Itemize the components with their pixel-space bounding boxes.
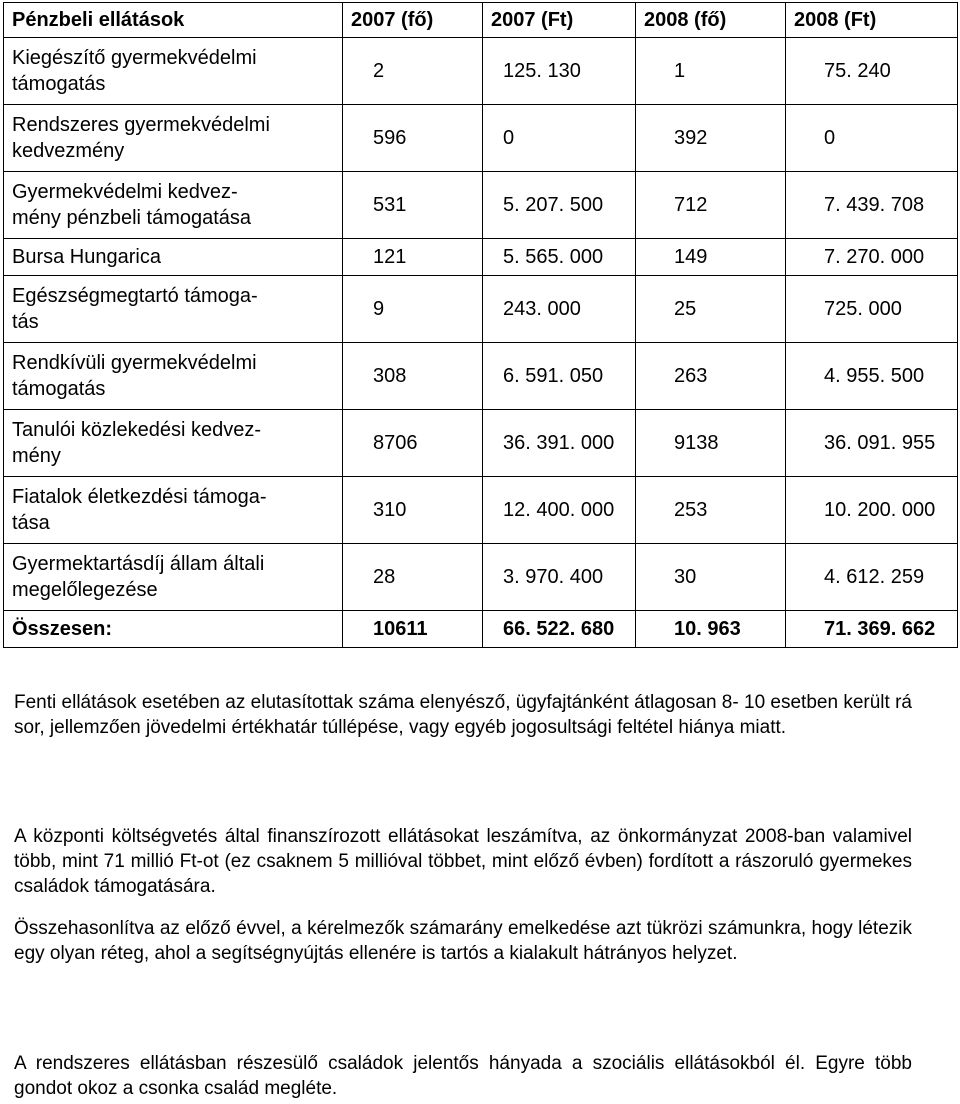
row-value: 36. 091. 955 xyxy=(786,410,958,477)
row-value: 310 xyxy=(343,477,483,544)
table-header-row xyxy=(4,3,958,38)
benefits-table xyxy=(3,2,958,648)
row-value: 2 xyxy=(343,38,483,105)
row-value: 253 xyxy=(636,477,786,544)
row-value: 25 xyxy=(636,276,786,343)
table-row xyxy=(4,477,958,544)
total-value: 10. 963 xyxy=(636,611,786,648)
total-value: 71. 369. 662 xyxy=(786,611,958,648)
row-value: 7. 270. 000 xyxy=(786,239,958,276)
table-row xyxy=(4,105,958,172)
table-row xyxy=(4,343,958,410)
paragraph-regular-benefits: A rendszeres ellátásban részesülő családok jelentős hányada a szociális ellátásokból él. Egyre több gondot okoz a csonka család megléte. xyxy=(14,1053,912,1099)
paragraph-comparison: Összehasonlítva az előző évvel, a kérelmezők számarány emelkedése azt tükrözi számunkra, hogy létezik egy olyan réteg, ahol a segítségnyújtás ellenére is tartós a kialakult hátrányos helyzet. xyxy=(14,918,912,964)
row-value: 121 xyxy=(343,239,483,276)
column-header: 2007 (Ft) xyxy=(483,3,636,38)
column-header: 2008 (fő) xyxy=(636,3,786,38)
row-label: Kiegészítő gyermekvédelmi támogatás xyxy=(4,38,343,105)
row-value: 6. 591. 050 xyxy=(483,343,636,410)
row-value: 75. 240 xyxy=(786,38,958,105)
row-value: 4. 612. 259 xyxy=(786,544,958,611)
total-value: 10611 xyxy=(343,611,483,648)
row-value: 10. 200. 000 xyxy=(786,477,958,544)
row-value: 3. 970. 400 xyxy=(483,544,636,611)
row-label: Bursa Hungarica xyxy=(4,239,343,276)
row-value: 9 xyxy=(343,276,483,343)
total-value: 66. 522. 680 xyxy=(483,611,636,648)
row-label: Egészségmegtartó támoga- tás xyxy=(4,276,343,343)
row-label: Rendkívüli gyermekvédelmi támogatás xyxy=(4,343,343,410)
row-value: 30 xyxy=(636,544,786,611)
row-value: 8706 xyxy=(343,410,483,477)
row-value: 0 xyxy=(483,105,636,172)
row-value: 712 xyxy=(636,172,786,239)
row-label: Gyermektartásdíj állam általi megelőlegezése xyxy=(4,544,343,611)
row-value: 0 xyxy=(786,105,958,172)
row-label: Tanulói közlekedési kedvez- mény xyxy=(4,410,343,477)
row-value: 725. 000 xyxy=(786,276,958,343)
row-value: 4. 955. 500 xyxy=(786,343,958,410)
row-value: 392 xyxy=(636,105,786,172)
row-value: 263 xyxy=(636,343,786,410)
table-total-row xyxy=(4,611,958,648)
row-value: 5. 565. 000 xyxy=(483,239,636,276)
row-value: 12. 400. 000 xyxy=(483,477,636,544)
row-label: Rendszeres gyermekvédelmi kedvezmény xyxy=(4,105,343,172)
row-value: 36. 391. 000 xyxy=(483,410,636,477)
table-row xyxy=(4,239,958,276)
row-value: 1 xyxy=(636,38,786,105)
row-value: 596 xyxy=(343,105,483,172)
paragraph-rejections: Fenti ellátások esetében az elutasítottak száma elenyésző, ügyfajtánként átlagosan 8- 10 esetben került rá sor, jellemzően jövedelmi értékhatár túllépése, vagy egyéb jogosultsági feltétel hiánya miatt. xyxy=(14,692,912,738)
total-label: Összesen: xyxy=(4,611,343,648)
column-header: 2007 (fő) xyxy=(343,3,483,38)
column-header: Pénzbeli ellátások xyxy=(4,3,343,38)
row-label: Fiatalok életkezdési támoga- tása xyxy=(4,477,343,544)
row-value: 9138 xyxy=(636,410,786,477)
table-row xyxy=(4,276,958,343)
row-value: 149 xyxy=(636,239,786,276)
column-header: 2008 (Ft) xyxy=(786,3,958,38)
row-value: 243. 000 xyxy=(483,276,636,343)
row-value: 125. 130 xyxy=(483,38,636,105)
row-value: 28 xyxy=(343,544,483,611)
row-value: 5. 207. 500 xyxy=(483,172,636,239)
table-row xyxy=(4,410,958,477)
table-row xyxy=(4,38,958,105)
paragraph-budget: A központi költségvetés által finanszírozott ellátásokat leszámítva, az önkormányzat 2008-ban valamivel több, mint 71 millió Ft-ot (ez csaknem 5 millióval többet, mint előző évben) fordított a rászoruló gyermekes családok támogatására. xyxy=(14,826,912,897)
row-value: 531 xyxy=(343,172,483,239)
table-row xyxy=(4,544,958,611)
row-label: Gyermekvédelmi kedvez- mény pénzbeli támogatása xyxy=(4,172,343,239)
table-row xyxy=(4,172,958,239)
row-value: 308 xyxy=(343,343,483,410)
row-value: 7. 439. 708 xyxy=(786,172,958,239)
